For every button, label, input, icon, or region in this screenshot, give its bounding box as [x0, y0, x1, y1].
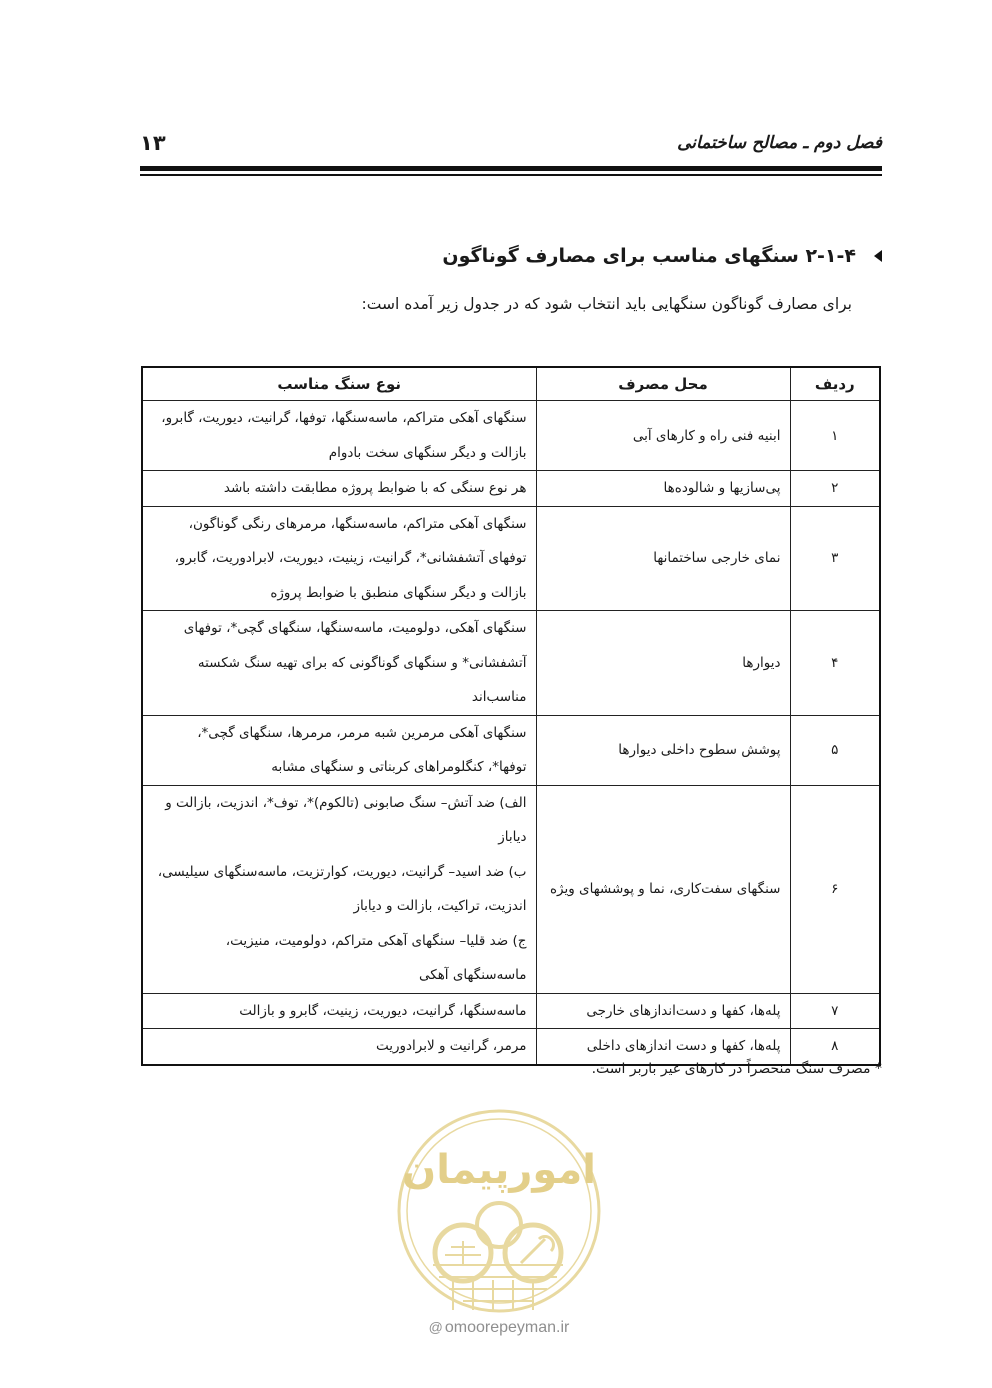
stone-type-line: اندزیت، تراکیت، بازالت و دیاباز	[353, 898, 527, 914]
table-row	[142, 611, 880, 716]
stone-type-line: ج) ضد قلیا– سنگهای آهکی متراکم، دولومیت، منیزیت،	[225, 932, 527, 949]
stone-type-cell	[142, 715, 536, 785]
chapter-title: فصل دوم ـ مصالح ساختمانی	[677, 133, 882, 153]
page-number: ۱۳	[140, 131, 166, 155]
usage-location-cell: پوشش سطوح داخلی دیوارها	[536, 715, 790, 785]
stone-usage-table	[141, 366, 881, 1066]
stone-type-cell	[142, 471, 536, 507]
stone-type-cell	[142, 785, 536, 993]
table-row	[142, 471, 880, 507]
stone-type-line: الف) ضد آتش– سنگ صابونی (تالکوم)*، توف*، اندزیت، بازالت و	[165, 794, 527, 811]
stone-type-line: سنگهای آهکی متراکم، ماسه‌سنگها، توفها، گرانیت، دیوریت، گابرو،	[161, 410, 527, 426]
usage-location-cell: پی‌سازیها و شالوده‌ها	[536, 471, 790, 507]
row-number-cell: ۶	[790, 785, 880, 993]
stone-type-line: ب) ضد اسید– گرانیت، دیوریت، کوارتزیت، ماسه‌سنگهای سیلیسی،	[157, 863, 527, 880]
usage-location-cell: دیوارها	[536, 611, 790, 716]
stone-type-line: توفهای آتشفشانی*، گرانیت، زینیت، دیوریت، لابرادوریت، گابرو،	[174, 550, 527, 566]
stone-type-line: سنگهای آهکی متراکم، ماسه‌سنگها، مرمرهای رنگی گوناگون،	[188, 515, 527, 532]
row-number-cell: ۴	[790, 611, 880, 716]
watermark-url	[394, 1319, 604, 1337]
usage-location-cell: سنگهای سفت‌کاری، نما و پوششهای ویژه	[536, 785, 790, 993]
stone-type-line: مناسب‌اند	[471, 689, 527, 705]
running-header	[140, 128, 882, 158]
watermark-at-icon: @	[428, 1319, 443, 1335]
table-row	[142, 506, 880, 611]
stone-type-line: هر نوع سنگی که با ضوابط پروژه مطابقت داشته باشد	[223, 480, 527, 496]
row-number-cell: ۱	[790, 401, 880, 471]
table-row	[142, 785, 880, 993]
stone-type-line: ماسه‌سنگها، گرانیت، دیوریت، زینیت، گابرو و بازالت	[239, 1002, 527, 1019]
stone-type-line: توفها*، کنگلومراهای کربناتی و سنگهای مشابه	[271, 759, 527, 775]
header-rule-thin	[140, 174, 882, 176]
stone-type-line: دیاباز	[498, 829, 527, 845]
header-row-number: ردیف	[790, 367, 880, 401]
table-row	[142, 401, 880, 471]
stone-type-line: بازالت و دیگر سنگهای منطبق با ضوابط پروژه	[270, 584, 527, 601]
header-stone-type: نوع سنگ مناسب	[142, 367, 536, 401]
stone-type-line: آتشفشانی* و سنگهای گوناگونی که برای تهیه سنگ شکسته	[197, 654, 527, 671]
watermark-logo-text: امورپیمان	[402, 1147, 596, 1193]
watermark-logo	[393, 1105, 605, 1317]
usage-location-cell: پله‌ها، کفها و دست اندازهای داخلی	[536, 1029, 790, 1065]
watermark-url-text: omoorepeyman.ir	[444, 1319, 570, 1336]
row-number-cell: ۵	[790, 715, 880, 785]
stone-type-line: سنگهای آهکی، دولومیت، ماسه‌سنگها، سنگهای گچی*، توفهای	[183, 620, 527, 636]
stone-type-cell	[142, 401, 536, 471]
row-number-cell: ۳	[790, 506, 880, 611]
triangle-bullet-icon	[874, 250, 882, 262]
usage-location-cell: نمای خارجی ساختمانها	[536, 506, 790, 611]
row-number-cell: ۷	[790, 993, 880, 1029]
row-number-cell: ۲	[790, 471, 880, 507]
table-header-row	[142, 367, 880, 401]
row-number-cell: ۸	[790, 1029, 880, 1065]
section-heading	[300, 240, 882, 272]
stone-type-line: مرمر، گرانیت و لابرادوریت	[375, 1038, 527, 1054]
table-footnote: * مصرف سنگ منحصراً در کارهای غیر باربر است.	[591, 1061, 882, 1077]
usage-location-cell: پله‌ها، کفها و دست‌اندازهای خارجی	[536, 993, 790, 1029]
stone-type-line: ماسه‌سنگهای آهکی	[418, 967, 527, 983]
stone-type-cell	[142, 993, 536, 1029]
table-row	[142, 993, 880, 1029]
header-usage-location: محل مصرف	[536, 367, 790, 401]
stone-type-line: سنگهای آهکی مرمرین شبه مرمر، مرمرها، سنگهای گچی*،	[197, 724, 527, 741]
table-row	[142, 715, 880, 785]
header-rule-thick	[140, 166, 882, 171]
stone-type-line: بازالت و دیگر سنگهای سخت بادوام	[328, 444, 527, 461]
stone-type-cell	[142, 506, 536, 611]
usage-location-cell: ابنیه فنی راه و کارهای آبی	[536, 401, 790, 471]
intro-paragraph: برای مصارف گوناگون سنگهایی باید انتخاب شود که در جدول زیر آمده است:	[361, 295, 852, 313]
watermark-emblem-icon	[399, 1111, 599, 1311]
stone-type-cell	[142, 611, 536, 716]
section-title: ۲-۱-۴ سنگهای مناسب برای مصارف گوناگون	[442, 245, 856, 267]
